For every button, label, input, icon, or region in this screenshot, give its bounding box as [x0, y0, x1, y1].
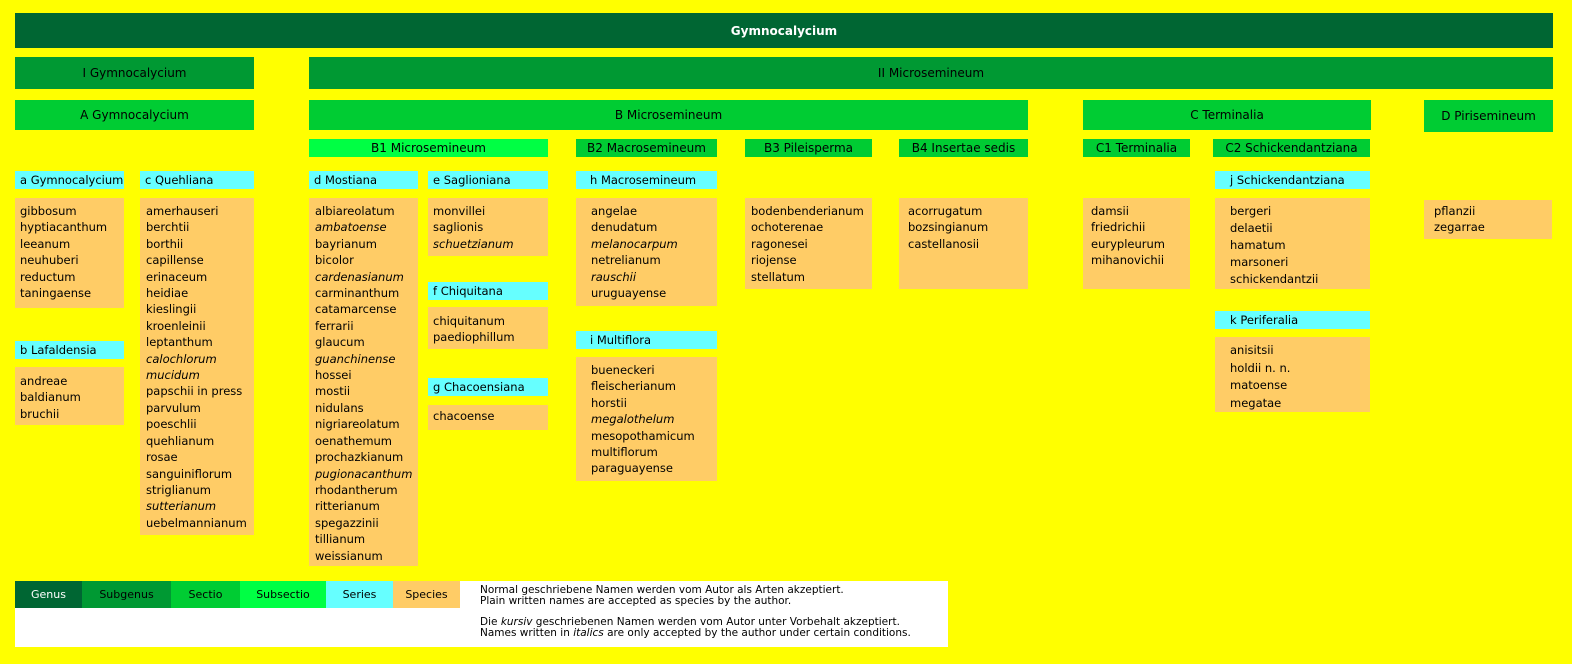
- species-name: rosae: [146, 450, 178, 465]
- species-name: castellanosii: [908, 236, 980, 251]
- species-name: friedrichii: [1091, 220, 1146, 235]
- subsection-b4: B4 Insertae sedis: [899, 139, 1028, 157]
- species-name: albiareolatum: [315, 204, 395, 218]
- species-name: anisitsii: [1230, 343, 1274, 357]
- section-d: D Pirisemineum: [1424, 100, 1553, 132]
- species-name: leptanthum: [146, 335, 213, 350]
- species-name: andreae: [20, 374, 68, 388]
- series-c: c Quehliana: [140, 171, 254, 189]
- species-name: bruchii: [20, 406, 60, 421]
- subsection-b3: B3 Pileisperma: [745, 139, 872, 157]
- species-name: chiquitanum: [433, 314, 505, 328]
- species-name: leeanum: [20, 236, 71, 251]
- species-name: melanocarpum: [591, 236, 678, 251]
- species-name: mihanovichii: [1091, 253, 1165, 268]
- species-name: chacoense: [433, 409, 495, 423]
- species-name: spegazzinii: [315, 515, 379, 530]
- species-list-f: [428, 307, 548, 349]
- legend-note-plain: Normal geschriebene Namen werden vom Autor als Arten akzeptiert. Plain written names are accepted as species by the author.: [480, 584, 844, 607]
- section-c: C Terminalia: [1083, 100, 1371, 130]
- legend-series: Series: [326, 581, 393, 608]
- series-h: h Macrosemineum: [576, 171, 717, 189]
- species-name: mesopothamicum: [591, 428, 695, 443]
- species-name: kieslingii: [146, 302, 197, 317]
- species-list-k: [1215, 337, 1370, 412]
- species-name: gibbosum: [20, 204, 77, 218]
- legend-genus: Genus: [15, 581, 82, 608]
- species-name: megatae: [1230, 395, 1282, 410]
- species-name: horstii: [591, 395, 627, 410]
- species-name: paraguayense: [591, 461, 673, 476]
- species-list-a: [15, 198, 124, 308]
- species-name: poeschlii: [146, 417, 197, 432]
- species-name: nidulans: [315, 400, 364, 415]
- species-name: bodenbenderianum: [751, 204, 864, 218]
- species-name: monvillei: [433, 204, 486, 218]
- subsection-c2: C2 Schickendantziana: [1213, 139, 1370, 157]
- species-name: damsii: [1091, 204, 1129, 218]
- species-name: bozsingianum: [908, 220, 989, 235]
- species-name: oenathemum: [315, 433, 393, 448]
- species-name: stellatum: [751, 269, 806, 284]
- species-list-d: [309, 198, 418, 566]
- species-name: neuhuberi: [20, 253, 79, 268]
- species-name: tillianum: [315, 532, 366, 547]
- species-name: netrelianum: [591, 253, 661, 268]
- species-name: mostii: [315, 384, 351, 399]
- species-list-b4: [899, 198, 1028, 289]
- subsection-b2: B2 Macrosemineum: [576, 139, 717, 157]
- legend-sectio: Sectio: [171, 581, 240, 608]
- species-name: catamarcense: [315, 302, 397, 317]
- species-name: hyptiacanthum: [20, 220, 108, 235]
- species-name: taningaense: [20, 286, 92, 301]
- species-name: ritterianum: [315, 499, 380, 514]
- species-name: striglianum: [146, 482, 211, 497]
- species-name: cardenasianum: [315, 269, 404, 284]
- species-name: schickendantzii: [1230, 272, 1319, 286]
- species-name: angelae: [591, 204, 638, 218]
- species-name: baldianum: [20, 390, 81, 405]
- series-j: j Schickendantziana: [1215, 171, 1370, 189]
- species-name: erinaceum: [146, 269, 208, 284]
- subsection-b1: B1 Microsemineum: [309, 139, 548, 157]
- species-name: carminanthum: [315, 286, 400, 301]
- species-name: acorrugatum: [908, 204, 983, 218]
- species-name: glaucum: [315, 335, 365, 350]
- species-name: mucidum: [146, 368, 200, 383]
- species-name: weissianum: [315, 548, 383, 563]
- species-list-e: [428, 198, 548, 256]
- species-name: borthii: [146, 236, 184, 251]
- series-g: g Chacoensiana: [428, 378, 548, 396]
- legend-subsectio: Subsectio: [240, 581, 326, 608]
- species-name: matoense: [1230, 378, 1288, 392]
- species-name: bayrianum: [315, 236, 377, 251]
- species-name: calochlorum: [146, 351, 217, 366]
- series-k: k Periferalia: [1215, 311, 1370, 329]
- species-name: pugionacanthum: [315, 466, 413, 481]
- species-name: ambatoense: [315, 220, 387, 235]
- species-name: saglionis: [433, 220, 484, 235]
- species-name: nigriareolatum: [315, 417, 400, 432]
- legend-note-italic: Die kursiv geschriebenen Namen werden vom Autor unter Vorbehalt akzeptiert. Names written in italics are only accepted by the author under certain conditions.: [480, 616, 911, 639]
- subgenus-i: I Gymnocalycium: [15, 57, 254, 89]
- section-a: A Gymnocalycium: [15, 100, 254, 130]
- species-name: fleischerianum: [591, 379, 676, 394]
- species-list-g: [428, 405, 548, 430]
- genus-header: Gymnocalycium: [15, 13, 1553, 48]
- species-name: hossei: [315, 368, 352, 383]
- species-name: hamatum: [1230, 238, 1286, 252]
- species-list-b: [15, 367, 124, 425]
- species-name: parvulum: [146, 400, 201, 415]
- series-b: b Lafaldensia: [15, 341, 124, 359]
- species-name: papschii in press: [146, 384, 243, 399]
- species-name: heidiae: [146, 286, 189, 301]
- species-name: prochazkianum: [315, 450, 404, 465]
- series-i: i Multiflora: [576, 331, 717, 349]
- legend: [15, 581, 948, 647]
- species-list-d-pirisemineum: [1424, 200, 1552, 239]
- series-d: d Mostiana: [309, 171, 418, 189]
- species-name: paediophillum: [433, 330, 515, 345]
- species-name: delaetii: [1230, 221, 1273, 235]
- species-list-h: [576, 198, 717, 306]
- legend-subgenus: Subgenus: [82, 581, 171, 608]
- species-list-j: [1215, 198, 1370, 289]
- species-name: ochoterenae: [751, 220, 824, 235]
- species-name: sanguiniflorum: [146, 466, 233, 481]
- series-a: a Gymnocalycium: [15, 171, 124, 189]
- section-b: B Microsemineum: [309, 100, 1028, 130]
- species-list-c: [140, 198, 254, 535]
- species-name: sutterianum: [146, 499, 217, 514]
- species-name: riojense: [751, 253, 797, 268]
- species-name: denudatum: [591, 220, 658, 235]
- species-name: bueneckeri: [591, 363, 655, 377]
- series-e: e Saglioniana: [428, 171, 548, 189]
- species-name: quehlianum: [146, 433, 215, 448]
- species-name: eurypleurum: [1091, 236, 1165, 251]
- species-name: bergeri: [1230, 204, 1272, 218]
- species-name: megalothelum: [591, 412, 675, 427]
- species-name: rauschii: [591, 269, 637, 284]
- species-name: guanchinense: [315, 351, 396, 366]
- species-name: capillense: [146, 253, 204, 268]
- species-list-c1: [1083, 198, 1190, 289]
- species-list-i: [576, 357, 717, 481]
- subgenus-ii: II Microsemineum: [309, 57, 1553, 89]
- series-f: f Chiquitana: [428, 282, 548, 300]
- species-list-b3: [745, 198, 872, 289]
- species-name: uebelmannianum: [146, 515, 247, 530]
- species-name: schuetzianum: [433, 236, 514, 251]
- species-name: rhodantherum: [315, 482, 398, 497]
- species-name: berchtii: [146, 220, 190, 235]
- subsection-c1: C1 Terminalia: [1083, 139, 1190, 157]
- species-name: ragonesei: [751, 236, 808, 251]
- species-name: bicolor: [315, 253, 354, 268]
- legend-species: Species: [393, 581, 460, 608]
- species-name: kroenleinii: [146, 318, 206, 333]
- species-name: holdii n. n.: [1230, 360, 1291, 375]
- species-name: ferrarii: [315, 318, 354, 333]
- species-name: multiflorum: [591, 445, 658, 460]
- species-name: amerhauseri: [146, 204, 219, 218]
- species-name: uruguayense: [591, 286, 667, 301]
- species-name: pflanzii: [1434, 204, 1476, 218]
- species-name: reductum: [20, 269, 76, 284]
- species-name: zegarrae: [1434, 220, 1485, 235]
- species-name: marsoneri: [1230, 255, 1289, 269]
